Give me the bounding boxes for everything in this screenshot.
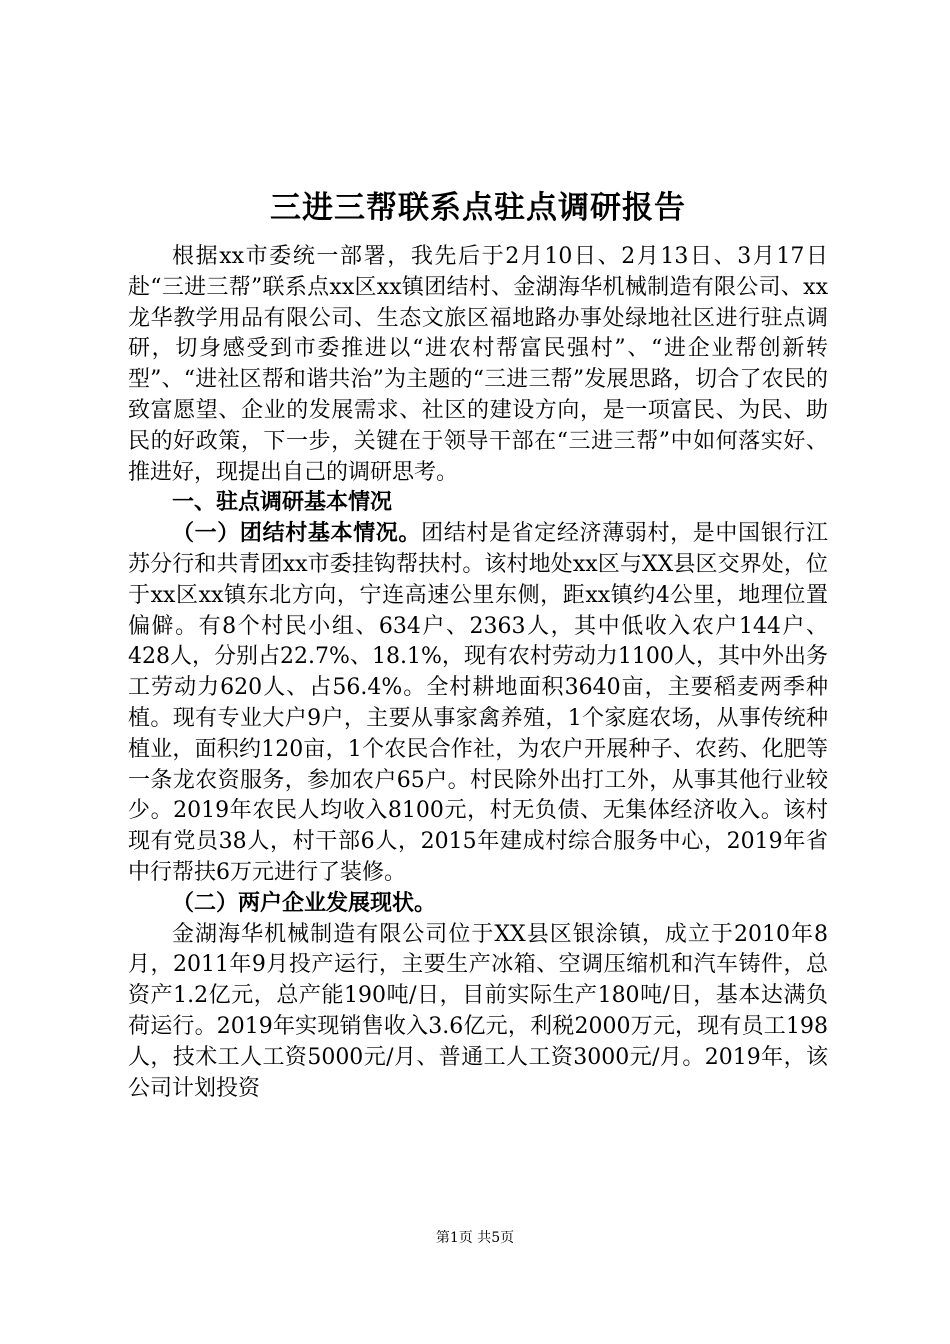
document-title: 三进三帮联系点驻点调研报告 [270,190,686,226]
subsection-1-lead: （一）团结村基本情况。 [172,521,422,547]
subsection-1-paragraph [128,519,828,889]
subsection-1-body: 团结村是省定经济薄弱村，是中国银行江苏分行和共青团xx市委挂钩帮扶村。该村地处xx区与XX县区交界处，位于xx区xx镇东北方向，宁连高速公里东侧，距xx镇约4公里，地理位置偏僻。有8个村民小组、634户、2363人，其中低收入农户144户、428人，分别占22.7%、18.1%，现有农村劳动力1100人，其中外出务工劳动力620人、占56.4%。全村耕地面积3640亩，主要稻麦两季种植。现有专业大户9户，主要从事家禽养殖，1个家庭农场，从事传统种植业，面积约120亩，1个农民合作社，为农户开展种子、农药、化肥等一条龙农资服务，参加农户65户。村民除外出打工外，从事其他行业较少。2019年农民人均收入8100元，村无负债、无集体经济收入。该村现有党员38人，村干部6人，2015年建成村综合服务中心，2019年省中行帮扶6万元进行了装修。 [128,521,828,885]
subsection-2-heading: （二）两户企业发展现状。 [172,890,437,916]
document-page [128,178,828,1104]
subsection-2-paragraph: 金湖海华机械制造有限公司位于XX县区银涂镇，成立于2010年8月，2011年9月投产运行，主要生产冰箱、空调压缩机和汽车铸件，总资产1.2亿元，总产能190吨/日，目前实际生产180吨/日，基本达满负荷运行。2019年实现销售收入3.6亿元，利税2000万元，现有员工198人，技术工人工资5000元/月、普通工人工资3000元/月。2019年，该公司计划投资 [128,921,828,1101]
page-footer: 第1页 共5页 [435,1230,515,1246]
intro-paragraph: 根据xx市委统一部署，我先后于2月10日、2月13日、3月17日赴“三进三帮”联系点xx区xx镇团结村、金湖海华机械制造有限公司、xx龙华教学用品有限公司、生态文旅区福地路办事处绿地社区进行驻点调研，切身感受到市委推进以“进农村帮富民强村”、“进企业帮创新转型”、“进社区帮和谐共治”为主题的“三进三帮”发展思路，切合了农民的致富愿望、企业的发展需求、社区的建设方向，是一项富民、为民、助民的好政策，下一步，关键在于领导干部在“三进三帮”中如何落实好、推进好，现提出自己的调研思考。 [128,244,828,485]
section-heading-1: 一、驻点调研基本情况 [172,490,393,516]
